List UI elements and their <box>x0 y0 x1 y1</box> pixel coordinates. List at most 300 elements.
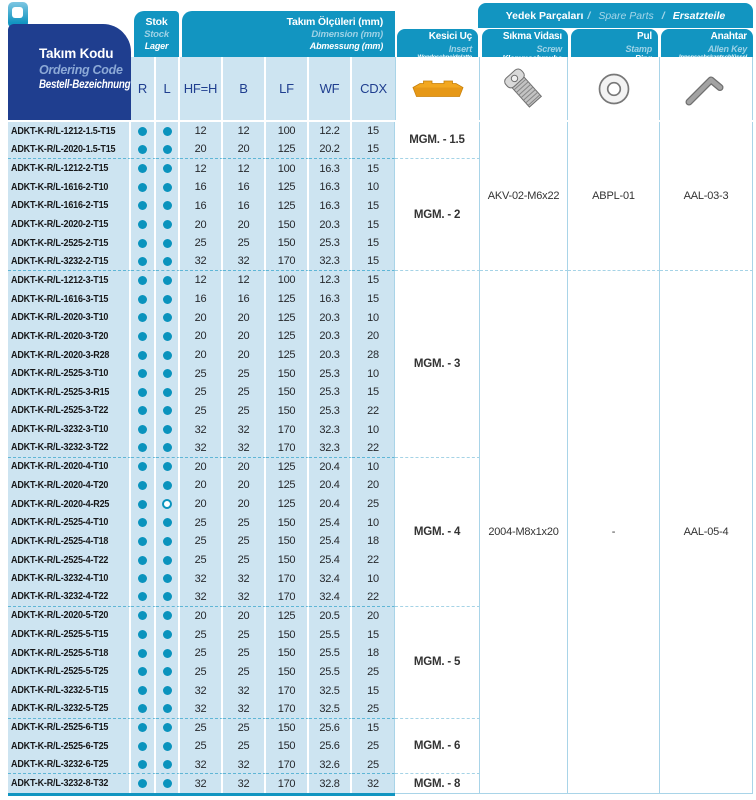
dimension-lf-cell: 150 <box>266 644 309 663</box>
stock-dot-filled <box>138 760 147 769</box>
stock-l-cell <box>156 252 180 271</box>
stock-dot-filled <box>163 574 172 583</box>
dimension-b-cell: 32 <box>223 420 266 439</box>
stock-dot-filled <box>138 556 147 565</box>
stock-r-cell <box>131 383 156 402</box>
stock-r-cell <box>131 588 156 607</box>
ordering-code-cell: ADKT-K-R/L-3232-2-T15 <box>8 252 131 271</box>
spare-screw-cell: 2004-M8x1x20 <box>480 271 568 793</box>
insert-title-en: Insert <box>448 43 472 54</box>
ordering-code-cell: ADKT-K-R/L-1212-2-T15 <box>8 159 131 178</box>
insert-title-tr: Kesici Uç <box>428 31 472 42</box>
dimension-wf-cell: 32.3 <box>309 252 352 271</box>
stock-dot-filled <box>138 276 147 285</box>
ordering-code-cell: ADKT-K-R/L-2525-3-R15 <box>8 383 131 402</box>
ordering-code-cell: ADKT-K-R/L-2525-4-T18 <box>8 532 131 551</box>
dimension-b-cell: 25 <box>223 719 266 738</box>
dimension-b-cell: 12 <box>223 159 266 178</box>
dimension-b-cell: 32 <box>223 681 266 700</box>
dimension-b-cell: 25 <box>223 234 266 253</box>
dimension-wf-cell: 16.3 <box>309 290 352 309</box>
dimension-lf-cell: 170 <box>266 774 309 793</box>
dimension-lf-cell: 170 <box>266 569 309 588</box>
stock-dot-filled <box>138 443 147 452</box>
dimension-wf-cell: 32.5 <box>309 700 352 719</box>
dimension-wf-cell: 20.3 <box>309 215 352 234</box>
spare-parts-title-en: Spare Parts <box>598 9 654 22</box>
stock-l-cell <box>156 122 180 141</box>
stock-dot-filled <box>163 592 172 601</box>
stock-dot-filled <box>163 611 172 620</box>
dimension-lf-cell: 150 <box>266 663 309 682</box>
dimension-lf-cell: 125 <box>266 495 309 514</box>
dimension-hf-cell: 20 <box>180 141 223 160</box>
stock-l-cell <box>156 476 180 495</box>
stock-l-cell <box>156 551 180 570</box>
stock-r-cell <box>131 681 156 700</box>
dimension-wf-cell: 25.4 <box>309 513 352 532</box>
stock-l-cell <box>156 719 180 738</box>
insert-column-header <box>397 29 478 57</box>
ordering-code-cell: ADKT-K-R/L-1212-3-T15 <box>8 271 131 290</box>
ordering-code-cell: ADKT-K-R/L-2525-4-T22 <box>8 551 131 570</box>
dimension-wf-cell: 32.6 <box>309 756 352 775</box>
insert-type-cell: MGM. - 6 <box>395 719 480 775</box>
stock-dot-filled <box>163 127 172 136</box>
stock-r-cell <box>131 607 156 626</box>
dimension-hf-cell: 32 <box>180 569 223 588</box>
tab-decor-inner <box>12 7 23 18</box>
stock-r-cell <box>131 234 156 253</box>
stock-r-cell <box>131 625 156 644</box>
dimension-lf-cell: 125 <box>266 607 309 626</box>
dimension-lf-cell: 150 <box>266 383 309 402</box>
ordering-code-cell: ADKT-K-R/L-3232-6-T25 <box>8 756 131 775</box>
stock-r-cell <box>131 458 156 477</box>
dimension-wf-cell: 25.3 <box>309 383 352 402</box>
dimension-cdx-cell: 32 <box>352 774 395 793</box>
stock-dot-filled <box>138 183 147 192</box>
dimension-wf-cell: 20.3 <box>309 327 352 346</box>
dimension-b-cell: 20 <box>223 141 266 160</box>
stock-l-cell <box>156 756 180 775</box>
stock-l-cell <box>156 439 180 458</box>
stock-r-cell <box>131 476 156 495</box>
spare-ring-cell: ABPL-01 <box>568 122 660 271</box>
ordering-code-cell: ADKT-K-R/L-2525-3-T22 <box>8 402 131 421</box>
screw-title-tr: Sıkma Vidası <box>502 31 562 42</box>
stock-l-cell <box>156 308 180 327</box>
stock-l-cell <box>156 383 180 402</box>
stock-dot-open <box>162 499 172 509</box>
dimension-cdx-cell: 15 <box>352 215 395 234</box>
stock-dot-filled <box>138 369 147 378</box>
stock-dot-filled <box>163 201 172 210</box>
stock-r-cell <box>131 756 156 775</box>
stock-dot-filled <box>138 630 147 639</box>
dimension-wf-cell: 20.4 <box>309 476 352 495</box>
dimension-cdx-cell: 10 <box>352 420 395 439</box>
dimension-b-cell: 12 <box>223 271 266 290</box>
ordering-code-cell: ADKT-K-R/L-2020-4-T20 <box>8 476 131 495</box>
dimension-cdx-cell: 15 <box>352 197 395 216</box>
dimension-hf-cell: 25 <box>180 625 223 644</box>
dimension-cdx-cell: 15 <box>352 681 395 700</box>
dimension-wf-cell: 20.3 <box>309 308 352 327</box>
dimension-hf-cell: 25 <box>180 513 223 532</box>
dimension-hf-cell: 32 <box>180 252 223 271</box>
stock-dot-filled <box>138 742 147 751</box>
stock-dot-filled <box>138 295 147 304</box>
stock-dot-filled <box>163 537 172 546</box>
dimension-cdx-cell: 22 <box>352 439 395 458</box>
ordering-code-cell: ADKT-K-R/L-2525-6-T25 <box>8 737 131 756</box>
dimension-cdx-cell: 15 <box>352 141 395 160</box>
stock-l-cell <box>156 607 180 626</box>
ordering-code-cell: ADKT-K-R/L-2525-5-T15 <box>8 625 131 644</box>
stock-r-cell <box>131 178 156 197</box>
stock-dot-filled <box>138 686 147 695</box>
stock-l-cell <box>156 346 180 365</box>
ordering-code-cell: ADKT-K-R/L-2020-1.5-T15 <box>8 141 131 160</box>
dimension-hf-cell: 12 <box>180 122 223 141</box>
stock-r-cell <box>131 346 156 365</box>
column-letter-wf: WF <box>309 57 352 120</box>
stock-dot-filled <box>163 779 172 788</box>
stock-l-cell <box>156 234 180 253</box>
dimension-cdx-cell: 18 <box>352 532 395 551</box>
allen-key-title-tr: Anahtar <box>710 31 747 42</box>
spare-screw-cell: AKV-02-M6x22 <box>480 122 568 271</box>
dimension-b-cell: 20 <box>223 215 266 234</box>
dimension-hf-cell: 25 <box>180 532 223 551</box>
dimension-b-cell: 32 <box>223 439 266 458</box>
dimension-lf-cell: 125 <box>266 458 309 477</box>
dimension-b-cell: 25 <box>223 644 266 663</box>
dimension-wf-cell: 25.3 <box>309 364 352 383</box>
stock-dot-filled <box>163 406 172 415</box>
dimension-wf-cell: 32.4 <box>309 588 352 607</box>
stock-r-cell <box>131 569 156 588</box>
dimension-wf-cell: 20.5 <box>309 607 352 626</box>
dimension-lf-cell: 170 <box>266 439 309 458</box>
stock-dot-filled <box>163 295 172 304</box>
insert-type-cell: MGM. - 1.5 <box>395 122 480 159</box>
dimension-cdx-cell: 25 <box>352 737 395 756</box>
stock-dot-filled <box>138 704 147 713</box>
stock-r-cell <box>131 532 156 551</box>
dimension-hf-cell: 16 <box>180 197 223 216</box>
dimension-b-cell: 16 <box>223 197 266 216</box>
dimension-hf-cell: 20 <box>180 346 223 365</box>
ordering-code-cell: ADKT-K-R/L-2020-3-T10 <box>8 308 131 327</box>
dimension-b-cell: 32 <box>223 569 266 588</box>
dimension-wf-cell: 25.6 <box>309 719 352 738</box>
dimension-lf-cell: 125 <box>266 178 309 197</box>
stock-dot-filled <box>163 313 172 322</box>
stock-dot-filled <box>138 239 147 248</box>
stock-r-cell <box>131 197 156 216</box>
allen-key-column-header <box>661 29 753 57</box>
stock-r-cell <box>131 737 156 756</box>
dimension-cdx-cell: 20 <box>352 476 395 495</box>
dimension-wf-cell: 25.3 <box>309 234 352 253</box>
column-letter-hfh: HF=H <box>180 57 223 120</box>
bottom-rule-right <box>395 793 753 794</box>
dimension-wf-cell: 12.3 <box>309 271 352 290</box>
dimension-cdx-cell: 15 <box>352 290 395 309</box>
ordering-code-header <box>8 24 131 120</box>
stock-l-cell <box>156 681 180 700</box>
dimension-hf-cell: 32 <box>180 420 223 439</box>
dimension-b-cell: 20 <box>223 458 266 477</box>
dimension-lf-cell: 150 <box>266 402 309 421</box>
dimension-wf-cell: 32.8 <box>309 774 352 793</box>
stock-r-cell <box>131 159 156 178</box>
stock-dot-filled <box>163 164 172 173</box>
dimension-lf-cell: 150 <box>266 532 309 551</box>
dimension-hf-cell: 16 <box>180 178 223 197</box>
stock-dot-filled <box>163 220 172 229</box>
grooving-insert-icon <box>395 57 480 120</box>
allen-key-title-en: Allen Key <box>707 43 747 54</box>
dimension-lf-cell: 170 <box>266 252 309 271</box>
ordering-code-cell: ADKT-K-R/L-2525-3-T10 <box>8 364 131 383</box>
stock-r-cell <box>131 122 156 141</box>
insert-type-cell: MGM. - 8 <box>395 774 480 793</box>
spare-parts-title-de: Ersatzteile <box>672 9 726 22</box>
stock-r-cell <box>131 364 156 383</box>
stock-r-cell <box>131 290 156 309</box>
dimension-cdx-cell: 25 <box>352 495 395 514</box>
ordering-code-cell: ADKT-K-R/L-3232-4-T22 <box>8 588 131 607</box>
dimension-wf-cell: 16.3 <box>309 178 352 197</box>
ordering-code-cell: ADKT-K-R/L-3232-5-T15 <box>8 681 131 700</box>
stock-l-cell <box>156 327 180 346</box>
dimension-lf-cell: 125 <box>266 141 309 160</box>
dimension-lf-cell: 150 <box>266 719 309 738</box>
dimension-cdx-cell: 15 <box>352 383 395 402</box>
stock-dot-filled <box>138 723 147 732</box>
dimension-wf-cell: 20.4 <box>309 495 352 514</box>
dimension-cdx-cell: 28 <box>352 346 395 365</box>
dimensions-title-en: Dimension (mm) <box>311 29 383 41</box>
dimension-lf-cell: 125 <box>266 308 309 327</box>
dimension-hf-cell: 12 <box>180 271 223 290</box>
stock-r-cell <box>131 774 156 793</box>
ordering-code-cell: ADKT-K-R/L-2020-5-T20 <box>8 607 131 626</box>
dimension-lf-cell: 150 <box>266 513 309 532</box>
stock-dot-filled <box>138 425 147 434</box>
dimension-b-cell: 25 <box>223 532 266 551</box>
dimension-lf-cell: 150 <box>266 625 309 644</box>
stock-dot-filled <box>163 183 172 192</box>
dimension-hf-cell: 20 <box>180 327 223 346</box>
stock-title-de: Lager <box>144 40 169 51</box>
dimension-lf-cell: 100 <box>266 271 309 290</box>
ordering-code-cell: ADKT-K-R/L-2020-3-R28 <box>8 346 131 365</box>
stock-dot-filled <box>163 462 172 471</box>
stock-l-cell <box>156 197 180 216</box>
bottom-rule-left <box>8 793 395 796</box>
ordering-code-cell: ADKT-K-R/L-2525-2-T15 <box>8 234 131 253</box>
stock-header <box>134 11 179 57</box>
stock-dot-filled <box>138 667 147 676</box>
dimension-b-cell: 20 <box>223 476 266 495</box>
stock-dot-filled <box>138 537 147 546</box>
stock-dot-filled <box>138 164 147 173</box>
dimension-hf-cell: 32 <box>180 681 223 700</box>
spare-key-cell: AAL-05-4 <box>660 271 753 793</box>
column-letter-l: L <box>156 57 180 120</box>
dimension-b-cell: 20 <box>223 607 266 626</box>
dimension-hf-cell: 32 <box>180 588 223 607</box>
dimension-wf-cell: 25.5 <box>309 644 352 663</box>
stock-r-cell <box>131 420 156 439</box>
stock-l-cell <box>156 159 180 178</box>
stock-dot-filled <box>163 518 172 527</box>
dimension-lf-cell: 150 <box>266 234 309 253</box>
dimension-cdx-cell: 15 <box>352 271 395 290</box>
ordering-code-cell: ADKT-K-R/L-2020-4-R25 <box>8 495 131 514</box>
dimension-cdx-cell: 15 <box>352 122 395 141</box>
dimension-hf-cell: 20 <box>180 495 223 514</box>
dimension-wf-cell: 25.4 <box>309 551 352 570</box>
ordering-code-cell: ADKT-K-R/L-2525-6-T15 <box>8 719 131 738</box>
stock-dot-filled <box>138 500 147 509</box>
ordering-code-cell: ADKT-K-R/L-1616-2-T10 <box>8 178 131 197</box>
stock-dot-filled <box>163 332 172 341</box>
dimension-cdx-cell: 15 <box>352 625 395 644</box>
stock-l-cell <box>156 420 180 439</box>
clamp-screw-icon <box>480 57 568 120</box>
stock-dot-filled <box>163 425 172 434</box>
stock-r-cell <box>131 308 156 327</box>
washer-ring-icon <box>568 57 660 120</box>
spare-ring-cell: - <box>568 271 660 793</box>
ordering-code-cell: ADKT-K-R/L-2020-4-T10 <box>8 458 131 477</box>
dimension-wf-cell: 32.5 <box>309 681 352 700</box>
spare-parts-title-tr: Yedek Parçaları <box>505 9 584 22</box>
stock-r-cell <box>131 402 156 421</box>
dimension-cdx-cell: 22 <box>352 588 395 607</box>
dimension-b-cell: 25 <box>223 383 266 402</box>
stock-r-cell <box>131 644 156 663</box>
stock-dot-filled <box>138 201 147 210</box>
stock-l-cell <box>156 644 180 663</box>
ordering-code-cell: ADKT-K-R/L-2020-2-T15 <box>8 215 131 234</box>
stock-l-cell <box>156 495 180 514</box>
stock-r-cell <box>131 495 156 514</box>
ordering-code-title-tr: Takım Kodu <box>39 46 114 61</box>
dimension-cdx-cell: 10 <box>352 569 395 588</box>
dimension-lf-cell: 100 <box>266 122 309 141</box>
stock-dot-filled <box>138 649 147 658</box>
dimension-hf-cell: 20 <box>180 458 223 477</box>
stock-l-cell <box>156 215 180 234</box>
dimension-wf-cell: 20.4 <box>309 458 352 477</box>
dimension-wf-cell: 25.3 <box>309 402 352 421</box>
ordering-code-cell: ADKT-K-R/L-1616-3-T15 <box>8 290 131 309</box>
insert-type-cell: MGM. - 5 <box>395 607 480 719</box>
dimension-hf-cell: 20 <box>180 215 223 234</box>
stock-dot-filled <box>138 388 147 397</box>
ring-title-tr: Pul <box>637 31 652 42</box>
stock-r-cell <box>131 663 156 682</box>
dimension-wf-cell: 32.3 <box>309 420 352 439</box>
dimensions-header <box>182 11 395 57</box>
stock-dot-filled <box>163 145 172 154</box>
allen-key-icon <box>660 57 753 120</box>
dimension-lf-cell: 125 <box>266 346 309 365</box>
dimensions-title-tr: Takım Ölçüleri (mm) <box>286 16 383 28</box>
screw-title-en: Screw <box>536 43 562 54</box>
dimension-lf-cell: 170 <box>266 700 309 719</box>
stock-l-cell <box>156 774 180 793</box>
dimension-hf-cell: 25 <box>180 719 223 738</box>
insert-type-cell: MGM. - 2 <box>395 159 480 271</box>
dimension-lf-cell: 150 <box>266 551 309 570</box>
stock-l-cell <box>156 458 180 477</box>
stock-r-cell <box>131 141 156 160</box>
ordering-code-cell: ADKT-K-R/L-3232-3-T10 <box>8 420 131 439</box>
spare-parts-header <box>478 3 753 28</box>
dimension-b-cell: 25 <box>223 364 266 383</box>
stock-l-cell <box>156 178 180 197</box>
dimension-b-cell: 25 <box>223 513 266 532</box>
dimension-hf-cell: 32 <box>180 774 223 793</box>
dimension-hf-cell: 20 <box>180 308 223 327</box>
stock-dot-filled <box>163 667 172 676</box>
dimension-hf-cell: 25 <box>180 551 223 570</box>
ordering-code-cell: ADKT-K-R/L-2020-3-T20 <box>8 327 131 346</box>
stock-dot-filled <box>163 369 172 378</box>
dimension-wf-cell: 32.4 <box>309 569 352 588</box>
dimension-b-cell: 32 <box>223 588 266 607</box>
dimension-lf-cell: 170 <box>266 420 309 439</box>
stock-l-cell <box>156 513 180 532</box>
dimension-hf-cell: 25 <box>180 644 223 663</box>
dimension-cdx-cell: 15 <box>352 159 395 178</box>
ordering-code-cell: ADKT-K-R/L-2525-4-T10 <box>8 513 131 532</box>
part-pictures-row <box>395 57 753 120</box>
stock-r-cell <box>131 327 156 346</box>
stock-l-cell <box>156 663 180 682</box>
stock-dot-filled <box>138 145 147 154</box>
dimension-wf-cell: 25.4 <box>309 532 352 551</box>
stock-dot-filled <box>138 611 147 620</box>
ordering-code-cell: ADKT-K-R/L-2525-5-T18 <box>8 644 131 663</box>
dimension-wf-cell: 25.5 <box>309 663 352 682</box>
dimension-hf-cell: 25 <box>180 383 223 402</box>
stock-r-cell <box>131 719 156 738</box>
dimension-b-cell: 32 <box>223 774 266 793</box>
ordering-code-cell: ADKT-K-R/L-3232-4-T10 <box>8 569 131 588</box>
stock-dot-filled <box>138 351 147 360</box>
ordering-code-title-en: Ordering Code <box>39 63 123 77</box>
dimension-hf-cell: 20 <box>180 476 223 495</box>
stock-dot-filled <box>163 276 172 285</box>
table-body <box>8 122 753 793</box>
stock-l-cell <box>156 290 180 309</box>
stock-title-tr: Stok <box>145 16 168 28</box>
column-letter-lf: LF <box>266 57 309 120</box>
ordering-code-cell: ADKT-K-R/L-3232-3-T22 <box>8 439 131 458</box>
dimension-cdx-cell: 10 <box>352 513 395 532</box>
ordering-code-cell: ADKT-K-R/L-1616-2-T15 <box>8 197 131 216</box>
stock-dot-filled <box>138 220 147 229</box>
stock-dot-filled <box>163 760 172 769</box>
